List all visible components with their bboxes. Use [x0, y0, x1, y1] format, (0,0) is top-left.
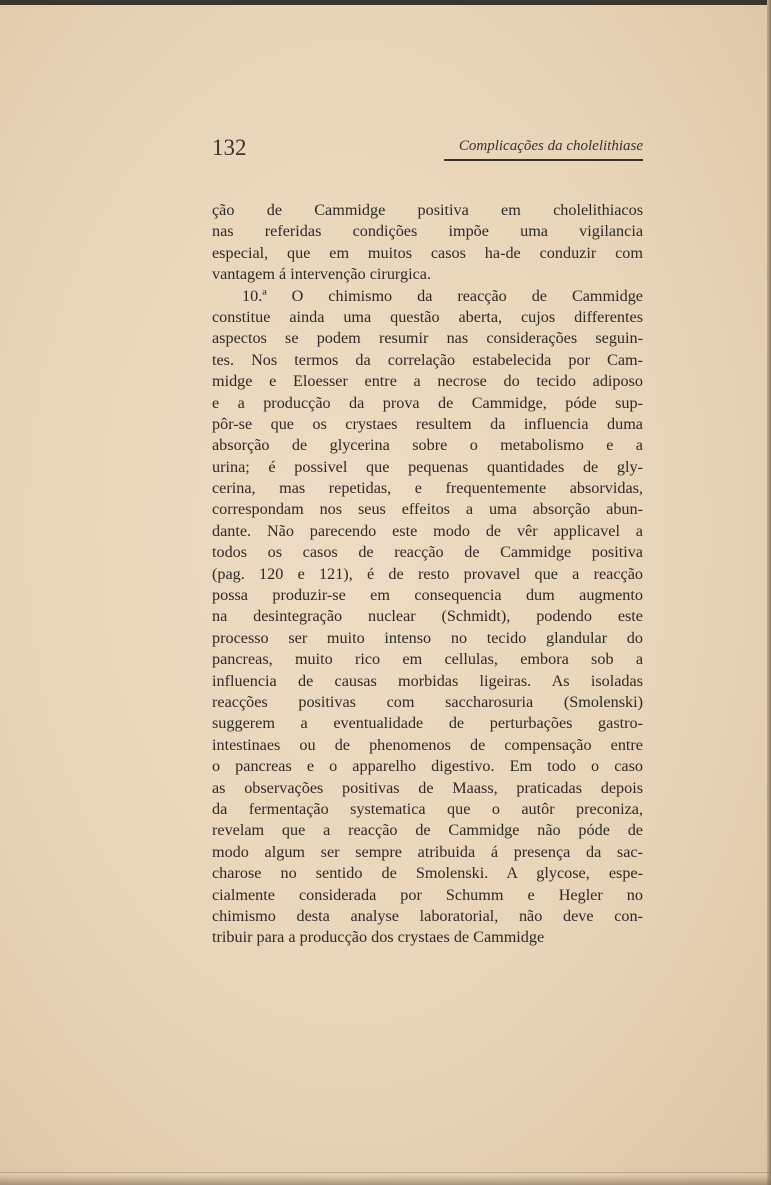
text-line: suggerem a eventualidade de perturbações gastro- [212, 714, 643, 733]
text-line: absorção de glycerina sobre o metabolismo e a [212, 436, 643, 455]
text-line: urina; é possivel que pequenas quantidades de gly- [212, 457, 643, 476]
text-line: dante. Não parecendo este modo de vêr applicavel a [212, 521, 643, 540]
text-line: charose no sentido de Smolenski. A glycose, espe- [212, 864, 643, 883]
page-number: 132 [212, 135, 247, 160]
page-right-edge [767, 0, 771, 1185]
text-line: na desintegração nuclear (Schmidt), podendo este [212, 607, 643, 626]
text-line: nas referidas condições impõe uma vigilancia [212, 222, 643, 241]
header-rule [444, 159, 643, 161]
text-line: modo algum ser sempre atribuida á presença da sac- [212, 842, 643, 861]
text-line: chimismo desta analyse laboratorial, não deve con- [212, 906, 643, 925]
text-line: 10.ª O chimismo da reacção de Cammidge [242, 286, 643, 305]
text-line: revelam que a reacção de Cammidge não póde de [212, 821, 643, 840]
text-line: o pancreas e o apparelho digestivo. Em todo o caso [212, 757, 643, 776]
text-line: cialmente considerada por Schumm e Hegler no [212, 885, 643, 904]
text-line: processo ser muito intenso no tecido glandular do [212, 628, 643, 647]
page-bottom-edge [0, 1175, 771, 1185]
running-title: Complicações da cholelithiase [458, 138, 643, 154]
text-line: pancreas, muito rico em cellulas, embora sob a [212, 650, 643, 669]
text-line: e a producção da prova de Cammidge, póde sup- [212, 393, 643, 412]
text-line: da fermentação systematica que o autôr preconiza, [212, 799, 643, 818]
text-line: especial, que em muitos casos ha-de conduzir com [212, 243, 643, 262]
text-line: cerina, mas repetidas, e frequentemente absorvidas, [212, 479, 643, 498]
text-line: tribuir para a producção dos crystaes de Cammidge [212, 928, 545, 947]
text-line: (pag. 120 e 121), é de resto provavel que a reacção [212, 564, 643, 583]
text-line: reacções positivas com saccharosuria (Smolenski) [212, 692, 643, 711]
text-line: constitue ainda uma questão aberta, cujos differentes [212, 307, 643, 326]
text-line: possa produzir-se em consequencia dum augmento [212, 586, 643, 605]
text-line: todos os casos de reacção de Cammidge positiva [212, 543, 643, 562]
text-line: vantagem á intervenção cirurgica. [212, 265, 432, 284]
text-line: aspectos se podem resumir nas considerações seguin- [212, 329, 643, 348]
scan-top-edge [0, 0, 771, 5]
text-line: tes. Nos termos da correlação estabelecida por Cam- [212, 350, 643, 369]
text-line: correspondam nos seus effeitos a uma absorção abun- [212, 500, 643, 519]
text-line: pôr-se que os crystaes resultem da influencia duma [212, 414, 643, 433]
page-header [212, 133, 643, 163]
text-line: ção de Cammidge positiva em cholelithiacos [212, 201, 643, 219]
text-line: intestinaes ou de phenomenos de compensação entre [212, 735, 643, 754]
text-line: influencia de causas morbidas ligeiras. As isoladas [212, 671, 643, 690]
text-line: midge e Eloesser entre a necrose do tecido adiposo [212, 372, 643, 391]
text-line: as observações positivas de Maass, praticadas depois [212, 778, 643, 797]
page-fold-line [0, 1172, 771, 1173]
body-text [212, 200, 643, 949]
